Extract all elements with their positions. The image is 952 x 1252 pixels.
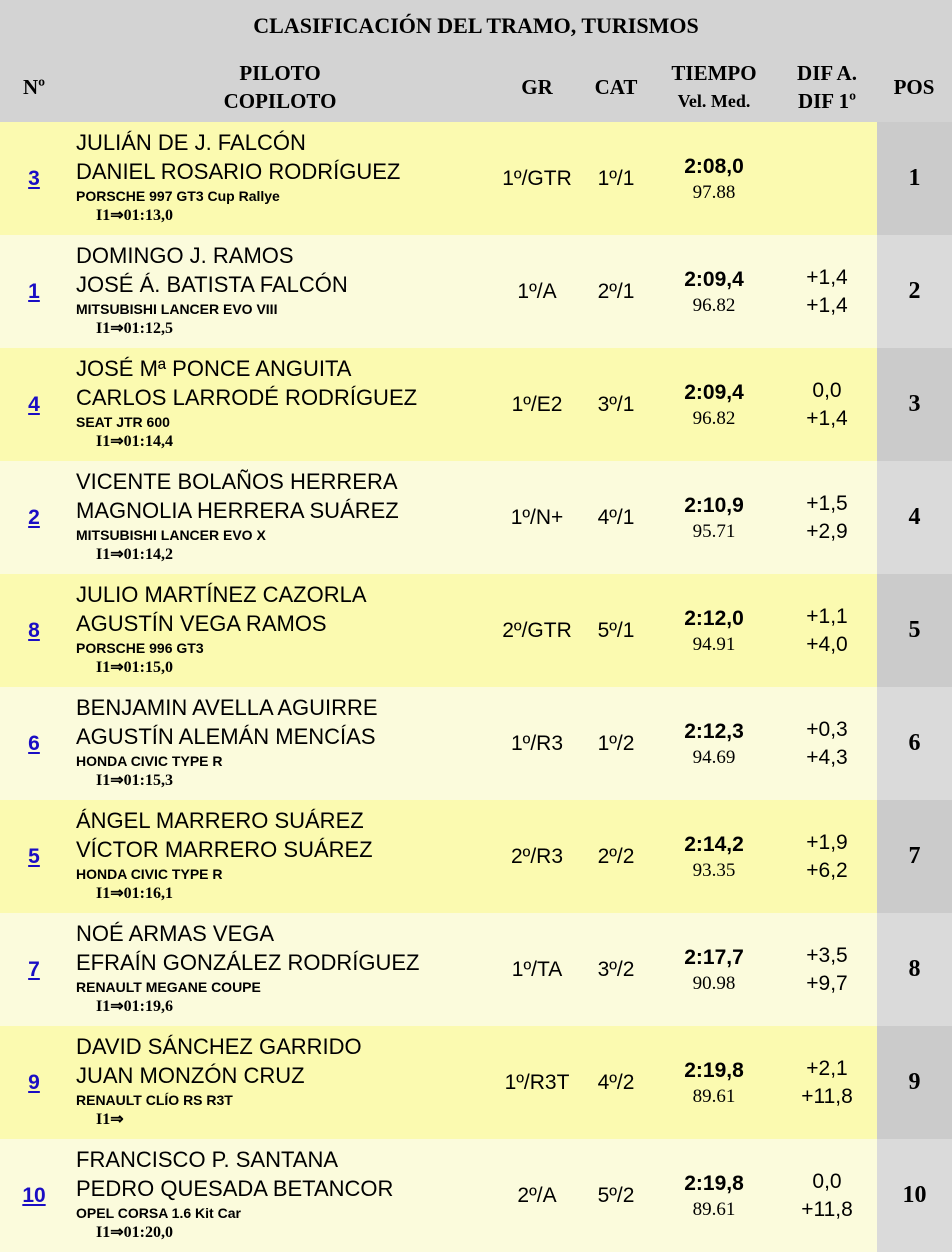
diff-first: +4,0 [806,632,848,656]
driver-name: FRANCISCO P. SANTANA [76,1147,339,1172]
final-position: 10 [902,1182,927,1208]
table-row [0,1026,952,1139]
diff-cell [778,1139,876,1252]
time-cell [650,687,778,800]
position-cell [877,574,952,687]
average-speed: 96.82 [692,294,736,316]
stage-time: 2:08,0 [684,154,744,178]
diff-cell [778,348,876,461]
category-position: 1º/1 [597,166,635,190]
split-time: I1⇒01:20,0 [96,1224,173,1241]
driver-name: JULIÁN DE J. FALCÓN [76,130,306,155]
time-cell [650,1026,778,1139]
car-model: MITSUBISHI LANCER EVO VIII [76,301,278,317]
average-speed: 90.98 [692,972,736,994]
car-number-link[interactable]: 6 [28,731,40,755]
driver-name: DOMINGO J. RAMOS [76,243,294,268]
table-row [0,348,952,461]
header-piloto-label: PILOTO [239,61,321,85]
crew-cell [76,806,486,905]
codriver-name: AGUSTÍN VEGA RAMOS [76,611,327,636]
diff-previous: 0,0 [812,378,842,402]
car-model: RENAULT MEGANE COUPE [76,979,261,995]
car-number-link[interactable]: 3 [28,166,40,190]
group-position: 1º/A [517,279,557,303]
diff-cell [778,800,876,913]
position-cell [877,235,952,348]
crew-cell [76,919,486,1018]
group-position: 1º/R3 [510,731,564,755]
time-cell [650,800,778,913]
header-num: Nº [22,74,46,99]
codriver-name: AGUSTÍN ALEMÁN MENCÍAS [76,724,376,749]
average-speed: 93.35 [692,859,736,881]
position-cell [877,461,952,574]
category-position: 4º/1 [597,505,635,529]
table-header [0,52,952,122]
car-model: SEAT JTR 600 [76,414,170,430]
crew-cell [76,354,486,453]
stage-time: 2:19,8 [684,1058,744,1082]
diff-cell [778,574,876,687]
header-velmed-label: Vel. Med. [677,91,751,111]
diff-first: +4,3 [806,745,848,769]
table-row [0,122,952,235]
table-row [0,687,952,800]
diff-first: +6,2 [806,858,848,882]
position-cell [877,687,952,800]
position-cell [877,1139,952,1252]
car-model: OPEL CORSA 1.6 Kit Car [76,1205,241,1221]
diff-first: +11,8 [801,1197,853,1221]
results-table [0,122,952,1252]
group-position: 2º/R3 [510,844,564,868]
split-time: I1⇒01:14,2 [96,546,173,563]
stage-time: 2:10,9 [684,493,744,517]
split-time: I1⇒ [96,1111,124,1128]
crew-cell [76,467,486,566]
car-number-link[interactable]: 1 [28,279,40,303]
final-position: 5 [908,617,921,643]
time-cell [650,1139,778,1252]
header-cat: CAT [594,74,638,99]
category-position: 2º/1 [597,279,635,303]
final-position: 9 [908,1069,921,1095]
group-position: 1º/R3T [504,1070,570,1094]
diff-first: +11,8 [801,1084,853,1108]
car-model: PORSCHE 996 GT3 [76,640,204,656]
group-position: 1º/TA [511,957,563,981]
header-copiloto-label: COPILOTO [223,89,337,113]
diff-previous: +1,4 [806,265,848,289]
diff-cell [778,235,876,348]
position-cell [877,348,952,461]
diff-first: +1,4 [806,293,848,317]
time-cell [650,122,778,235]
time-cell [650,574,778,687]
split-time: I1⇒01:16,1 [96,885,173,902]
group-position: 1º/E2 [511,392,563,416]
codriver-name: VÍCTOR MARRERO SUÁREZ [76,837,373,862]
diff-cell [778,122,876,235]
average-speed: 89.61 [692,1198,736,1220]
driver-name: ÁNGEL MARRERO SUÁREZ [76,808,364,833]
diff-previous: +1,9 [806,830,848,854]
stage-time: 2:17,7 [684,945,744,969]
stage-time: 2:09,4 [684,267,744,291]
average-speed: 94.69 [692,746,736,768]
final-position: 6 [908,730,921,756]
final-position: 1 [908,165,921,191]
header-pos: POS [893,74,935,99]
crew-cell [76,241,486,340]
crew-cell [76,580,486,679]
driver-name: JULIO MARTÍNEZ CAZORLA [76,582,367,607]
split-time: I1⇒01:13,0 [96,207,173,224]
stage-time: 2:19,8 [684,1171,744,1195]
final-position: 3 [908,391,921,417]
diff-previous: 0,0 [812,1169,842,1193]
stage-time: 2:12,3 [684,719,744,743]
category-position: 4º/2 [597,1070,635,1094]
category-position: 3º/1 [597,392,635,416]
diff-cell [778,1026,876,1139]
final-position: 8 [908,956,921,982]
time-cell [650,235,778,348]
category-position: 3º/2 [597,957,635,981]
average-speed: 95.71 [692,520,736,542]
split-time: I1⇒01:19,6 [96,998,173,1015]
diff-first: +9,7 [806,971,848,995]
car-number-link[interactable]: 8 [28,618,40,642]
codriver-name: EFRAÍN GONZÁLEZ RODRÍGUEZ [76,950,420,975]
stage-time: 2:14,2 [684,832,744,856]
table-row [0,913,952,1026]
category-position: 5º/2 [597,1183,635,1207]
position-cell [877,122,952,235]
diff-previous: +1,1 [806,604,848,628]
codriver-name: JUAN MONZÓN CRUZ [76,1063,305,1088]
diff-previous: +1,5 [806,491,848,515]
table-title: CLASIFICACIÓN DEL TRAMO, TURISMOS [0,0,952,52]
driver-name: VICENTE BOLAÑOS HERRERA [76,469,398,494]
car-number-link[interactable]: 10 [22,1183,46,1207]
codriver-name: JOSÉ Á. BATISTA FALCÓN [76,272,348,297]
final-position: 4 [908,504,921,530]
codriver-name: MAGNOLIA HERRERA SUÁREZ [76,498,399,523]
category-position: 2º/2 [597,844,635,868]
position-cell [877,913,952,1026]
header-tiempo [650,52,778,122]
average-speed: 89.61 [692,1085,736,1107]
position-cell [877,1026,952,1139]
category-position: 5º/1 [597,618,635,642]
table-row [0,461,952,574]
codriver-name: DANIEL ROSARIO RODRÍGUEZ [76,159,401,184]
average-speed: 96.82 [692,407,736,429]
stage-time: 2:12,0 [684,606,744,630]
driver-name: DAVID SÁNCHEZ GARRIDO [76,1034,362,1059]
car-number-link[interactable]: 5 [28,844,40,868]
stage-time: 2:09,4 [684,380,744,404]
header-dif [778,52,876,122]
crew-cell [76,693,486,792]
group-position: 2º/GTR [502,618,572,642]
split-time: I1⇒01:12,5 [96,320,173,337]
crew-cell [76,1032,486,1131]
driver-name: JOSÉ Mª PONCE ANGUITA [76,356,352,381]
table-row [0,1139,952,1252]
split-time: I1⇒01:15,3 [96,772,173,789]
car-model: RENAULT CLÍO RS R3T [76,1092,233,1108]
split-time: I1⇒01:14,4 [96,433,173,450]
group-position: 1º/GTR [502,166,572,190]
car-model: MITSUBISHI LANCER EVO X [76,527,266,543]
diff-previous: +0,3 [806,717,848,741]
diff-previous: +3,5 [806,943,848,967]
average-speed: 94.91 [692,633,736,655]
diff-cell [778,687,876,800]
header-piloto [68,52,492,122]
car-number-link[interactable]: 2 [28,505,40,529]
crew-cell [76,1145,486,1244]
codriver-name: PEDRO QUESADA BETANCOR [76,1176,394,1201]
car-model: HONDA CIVIC TYPE R [76,866,223,882]
header-tiempo-label: TIEMPO [671,61,757,85]
group-position: 1º/N+ [510,505,564,529]
diff-cell [778,913,876,1026]
car-number-link[interactable]: 7 [28,957,40,981]
diff-first: +1,4 [806,406,848,430]
car-model: HONDA CIVIC TYPE R [76,753,223,769]
diff-cell [778,461,876,574]
table-row [0,235,952,348]
final-position: 7 [908,843,921,869]
final-position: 2 [908,278,921,304]
table-row [0,574,952,687]
driver-name: NOÉ ARMAS VEGA [76,921,275,946]
car-model: PORSCHE 997 GT3 Cup Rallye [76,188,280,204]
diff-first: +2,9 [806,519,848,543]
car-number-link[interactable]: 9 [28,1070,40,1094]
header-dif1-label: DIF 1º [797,89,857,113]
codriver-name: CARLOS LARRODÉ RODRÍGUEZ [76,385,418,410]
average-speed: 97.88 [692,181,736,203]
driver-name: BENJAMIN AVELLA AGUIRRE [76,695,378,720]
position-cell [877,800,952,913]
header-gr: GR [521,74,553,99]
split-time: I1⇒01:15,0 [96,659,173,676]
table-row [0,800,952,913]
diff-previous: +2,1 [806,1056,848,1080]
crew-cell [76,128,486,227]
time-cell [650,913,778,1026]
time-cell [650,461,778,574]
group-position: 2º/A [517,1183,557,1207]
category-position: 1º/2 [597,731,635,755]
time-cell [650,348,778,461]
header-difa-label: DIF A. [797,61,857,85]
car-number-link[interactable]: 4 [28,392,40,416]
